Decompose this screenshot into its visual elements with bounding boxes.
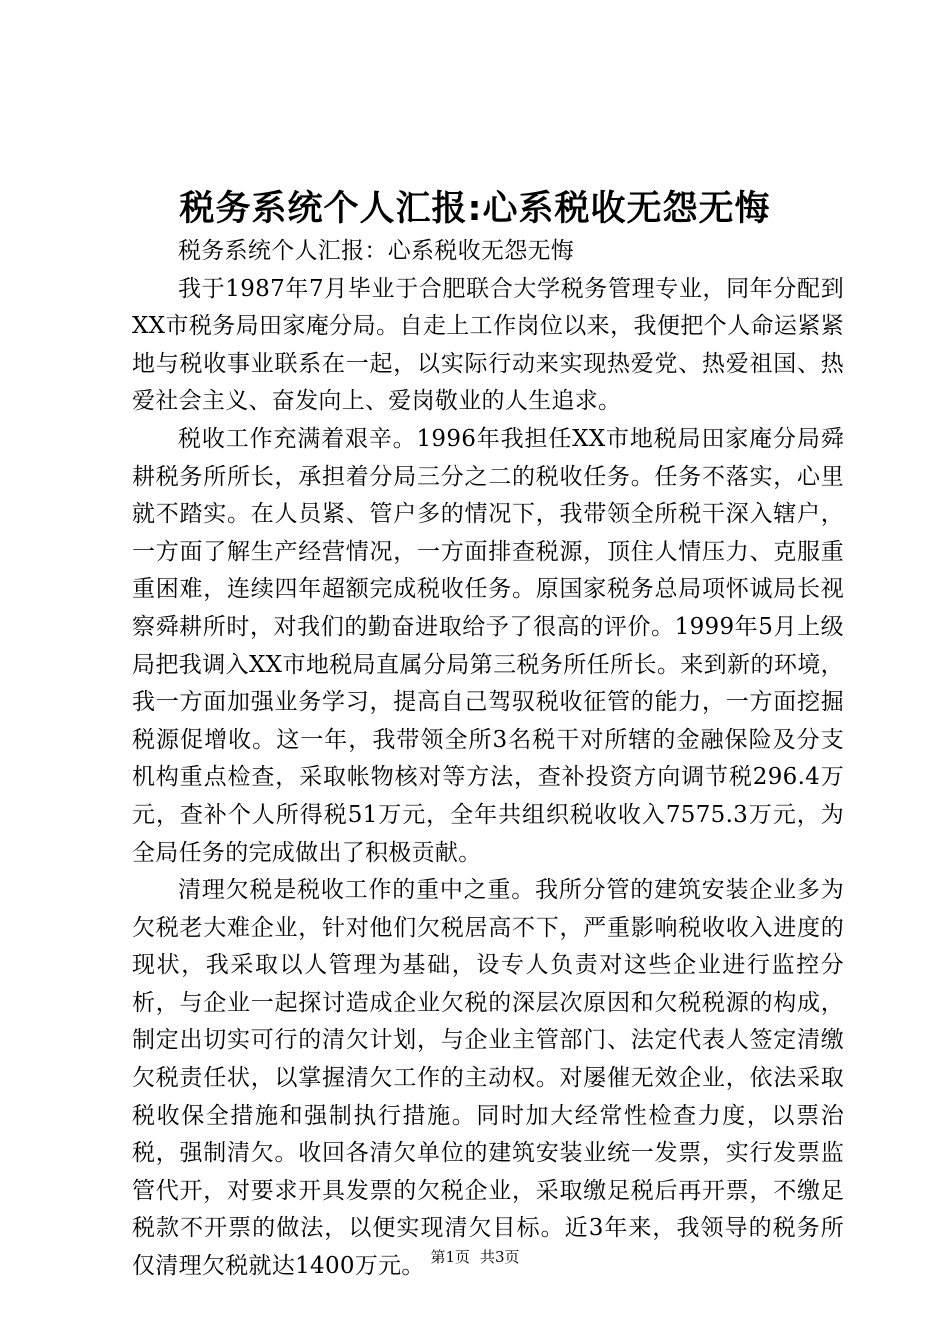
paragraph: 我于1987年7月毕业于合肥联合大学税务管理专业，同年分配到XX市税务局田家庵分局。自走上工作岗位以来，我便把个人命运紧紧地与税收事业联系在一起，以实际行动来实现热爱党、热爱祖国、热爱社会主义、奋发向上、爱岗敬业的人生追求。: [132, 275, 844, 415]
page-number: 第1页: [430, 1248, 470, 1266]
paragraph: 清理欠税是税收工作的重中之重。我所分管的建筑安装企业多为欠税老大难企业，针对他们欠税居高不下，严重影响税收收入进度的现状，我采取以人管理为基础，设专人负责对这些企业进行监控分析，与企业一起探讨造成企业欠税的深层次原因和欠税税源的构成，制定出切实可行的清欠计划，与企业主管部门、法定代表人签定清缴欠税责任状，以掌握清欠工作的主动权。对屡催无效企业，依法采取税收保全措施和强制执行措施。同时加大经常性检查力度，以票治税，强制清欠。收回各清欠单位的建筑安装业统一发票，实行发票监管代开，对要求开具发票的欠税企业，采取缴足税后再开票，不缴足税款不开票的做法，以便实现清欠目标。近3年来，我领导的税务所仅清理欠税就达1400万元。: [132, 877, 844, 1280]
page-footer: [0, 1247, 950, 1267]
paragraph: 税收工作充满着艰辛。1996年我担任XX市地税局田家庵分局舜耕税务所所长，承担着分局三分之二的税收任务。任务不落实，心里就不踏实。在人员紧、管户多的情况下，我带领全所税干深入辖户，一方面了解生产经营情况，一方面排查税源，顶住人情压力、克服重重困难，连续四年超额完成税收任务。原国家税务总局项怀诚局长视察舜耕所时，对我们的勤奋进取给予了很高的评价。1999年5月上级局把我调入XX市地税局直属分局第三税务所任所长。来到新的环境，我一方面加强业务学习，提高自己驾驭税收征管的能力，一方面挖掘税源促增收。这一年，我带领全所3名税干对所辖的金融保险及分支机构重点检查，采取帐物核对等方法，查补投资方向调节税296.4万元，查补个人所得税51万元，全年共组织税收收入7575.3万元，为全局任务的完成做出了积极贡献。: [132, 425, 844, 866]
paragraph: 税务系统个人汇报：心系税收无怨无悔: [178, 238, 575, 264]
document-title: 税务系统个人汇报:心系税收无怨无悔: [179, 189, 771, 229]
document-body: [132, 233, 844, 1286]
page-total: 共3页: [480, 1248, 520, 1266]
